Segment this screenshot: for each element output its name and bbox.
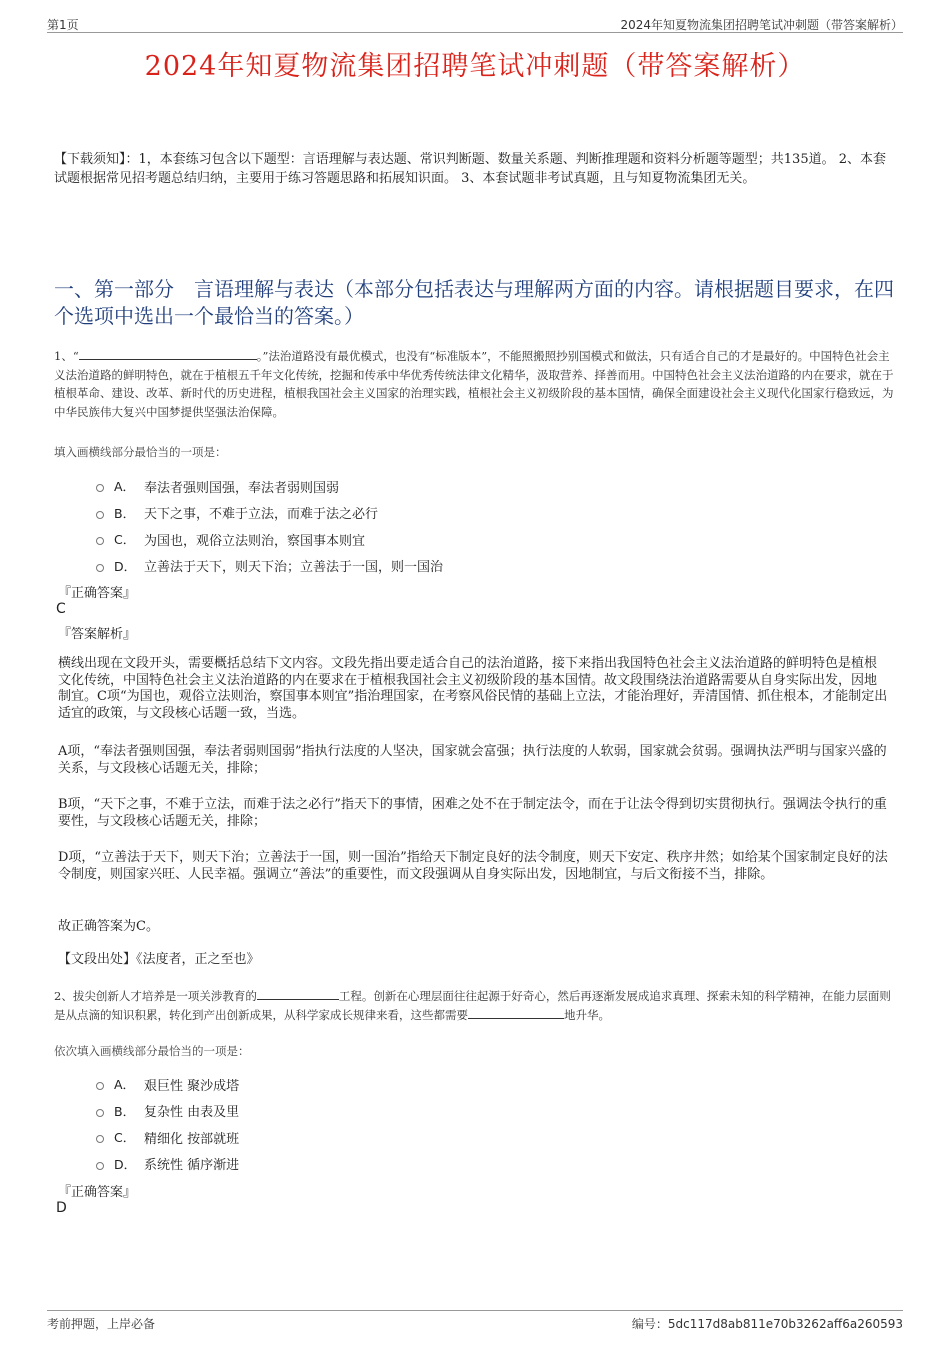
page-header <box>47 12 903 33</box>
header-doc-title: 2024年知夏物流集团招聘笔试冲刺题（带答案解析） <box>620 18 903 32</box>
correct-answer: C <box>56 601 66 617</box>
analysis-paragraph: D项，“立善法于天下，则天下治；立善法于一国，则一国治”指给天下制定良好的法令制度，则天下安定、秩序井然；如给某个国家制定良好的法令制度，则国家兴旺、人民幸福。强调立“善法”的重要性，而文段强调从自身实际出发，因地制宜，与后文衔接不当，排除。 <box>58 850 888 882</box>
radio-button[interactable] <box>96 564 104 572</box>
answer-blank <box>257 987 339 1000</box>
radio-button[interactable] <box>96 1162 104 1170</box>
answer-blank <box>79 347 257 360</box>
source-citation: 【文段出处】《法度者，正之至也》 <box>58 952 260 967</box>
analysis-paragraph: 横线出现在文段开头，需要概括总结下文内容。文段先指出要走适合自己的法治道路，接下来指出我国特色社会主义法治道路的鲜明特色是植根文化传统，中国特色社会主义法治道路的内在要求在于植根我国社会主义初级阶段的基本国情。故文段围绕法治道路需要从自身实际出发，因地制宜。C项“为国也，观俗立法则治，察国事本则宜”指治理国家，在考察风俗民情的基础上立法，才能治理好，弄清国情、抓住根本，才能制定出适宜的政策，与文段核心话题一致，当选。 <box>58 656 888 721</box>
option-d[interactable]: D． 立善法于天下，则天下治；立善法于一国，则一国治 <box>96 553 443 580</box>
page-footer <box>47 1310 903 1333</box>
page-number: 第1页 <box>47 18 79 32</box>
correct-answer-label: 『正确答案』 <box>58 1185 137 1200</box>
option-b[interactable]: B． 天下之事，不难于立法，而难于法之必行 <box>96 500 443 527</box>
option-d[interactable]: D． 系统性 循序渐进 <box>96 1151 239 1178</box>
analysis-paragraph: B项，“天下之事，不难于立法，而难于法之必行”指天下的事情，困难之处不在于制定法令，而在于让法令得到切实贯彻执行。强调法令执行的重要性，与文段核心话题无关，排除； <box>58 797 887 829</box>
question-2-prompt: 依次填入画横线部分最恰当的一项是： <box>54 1044 250 1058</box>
footer-slogan: 考前押题，上岸必备 <box>47 1317 156 1331</box>
radio-button[interactable] <box>96 1135 104 1143</box>
question-1-prompt: 填入画横线部分最恰当的一项是： <box>54 445 227 459</box>
question-2-options <box>96 1071 239 1177</box>
radio-button[interactable] <box>96 484 104 492</box>
page-title: 2024年知夏物流集团招聘笔试冲刺题（带答案解析） <box>144 51 806 82</box>
radio-button[interactable] <box>96 511 104 519</box>
analysis-paragraph: 故正确答案为C。 <box>58 919 159 934</box>
option-c[interactable]: C． 为国也，观俗立法则治，察国事本则宜 <box>96 526 443 553</box>
download-notice: 【下载须知】：1，本套练习包含以下题型：言语理解与表达题、常识判断题、数量关系题、判断推理题和资料分析题等题型；共135道。 2、本套试题根据常见招考题总结归纳，主要用于练习答题思路和拓展知识面。 3、本套试题非考试真题，且与知夏物流集团无关。 <box>54 152 886 186</box>
option-a[interactable]: A． 艰巨性 聚沙成塔 <box>96 1071 239 1098</box>
correct-answer: D <box>56 1200 67 1216</box>
question-1-text: 1、“ 。”法治道路没有最优模式，也没有“标准版本”，不能照搬照抄别国模式和做法，只有适合自己的才是最好的。中国特色社会主义法治道路的鲜明特色，就在于植根五千年文化传统，挖掘和传承中华优秀传统法律文化精华，汲取营养、择善而用。中国特色社会主义法治道路的内在要求，就在于植根革命、建设、改革、新时代的历史进程，植根我国社会主义国家的治理实践，植根社会主义初级阶段的基本国情，确保全面建设社会主义现代化国家行稳致远，为中华民族伟大复兴中国梦提供坚强法治保障。 <box>54 349 894 419</box>
option-a[interactable]: A． 奉法者强则国强，奉法者弱则国弱 <box>96 473 443 500</box>
analysis-label: 『答案解析』 <box>58 627 137 642</box>
option-c[interactable]: C． 精细化 按部就班 <box>96 1124 239 1151</box>
answer-blank <box>468 1006 564 1019</box>
question-1-options <box>96 473 443 579</box>
radio-button[interactable] <box>96 1109 104 1117</box>
correct-answer-label: 『正确答案』 <box>58 586 137 601</box>
section-heading: 一、第一部分 言语理解与表达（本部分包括表达与理解两方面的内容。请根据题目要求，在四个选项中选出一个最恰当的答案。） <box>54 277 894 328</box>
option-b[interactable]: B． 复杂性 由表及里 <box>96 1098 239 1125</box>
analysis-paragraph: A项，“奉法者强则国强，奉法者弱则国弱”指执行法度的人坚决，国家就会富强；执行法度的人软弱，国家就会贫弱。强调执法严明与国家兴盛的关系，与文段核心话题无关，排除； <box>58 744 887 776</box>
document-id: 编号：5dc117d8ab811e70b3262aff6a260593 <box>631 1317 903 1331</box>
radio-button[interactable] <box>96 1082 104 1090</box>
radio-button[interactable] <box>96 537 104 545</box>
question-2-text: 2、拔尖创新人才培养是一项关涉教育的 工程。创新在心理层面往往起源于好奇心，然后再逐渐发展成追求真理、探索未知的科学精神，在能力层面则是从点滴的知识积累，转化到产出创新成果，从科学家成长规律来看，这些都需要 地升华。 <box>54 989 891 1022</box>
